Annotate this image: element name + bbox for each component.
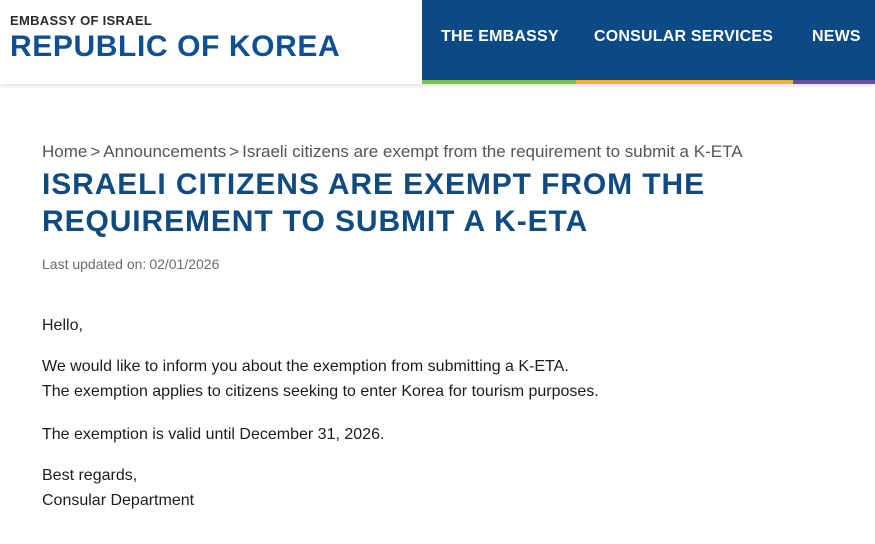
breadcrumb-separator: >: [90, 142, 101, 161]
nav-item-the-embassy[interactable]: THE EMBASSY: [441, 28, 559, 45]
site-header: [0, 0, 875, 84]
article-paragraph: The exemption is valid until December 31, 2026.: [42, 426, 385, 443]
nav-item-consular-services[interactable]: CONSULAR SERVICES: [594, 28, 774, 45]
brand-title: REPUBLIC OF KOREA: [10, 30, 341, 63]
last-updated-label: Last updated on:: [42, 256, 147, 272]
article-paragraph: The exemption applies to citizens seeking to enter Korea for tourism purposes.: [42, 383, 599, 400]
last-updated: [42, 256, 219, 272]
brand-subtitle: EMBASSY OF ISRAEL: [10, 13, 153, 28]
article-paragraph: We would like to inform you about the exemption from submitting a K-ETA.: [42, 358, 569, 375]
last-updated-date: 02/01/2026: [149, 256, 220, 272]
article-paragraph: Hello,: [42, 317, 83, 334]
breadcrumb-current: Israeli citizens are exempt from the requirement to submit a K-ETA: [242, 142, 743, 161]
breadcrumb-announcements[interactable]: Announcements: [103, 142, 227, 161]
nav-stripe-green: [422, 80, 576, 84]
main-nav: [422, 0, 875, 80]
page-title: ISRAELI CITIZENS ARE EXEMPT FROM THE REQUIREMENT TO SUBMIT A K-ETA: [42, 168, 705, 238]
nav-stripe-purple: [793, 80, 875, 84]
nav-stripe-yellow: [576, 80, 793, 84]
breadcrumb: [42, 142, 743, 162]
article-signoff: Best regards,: [42, 467, 138, 484]
article-signature: Consular Department: [42, 492, 195, 509]
breadcrumb-home[interactable]: Home: [42, 142, 88, 161]
breadcrumb-separator: >: [229, 142, 240, 161]
nav-item-news[interactable]: NEWS: [812, 28, 861, 45]
